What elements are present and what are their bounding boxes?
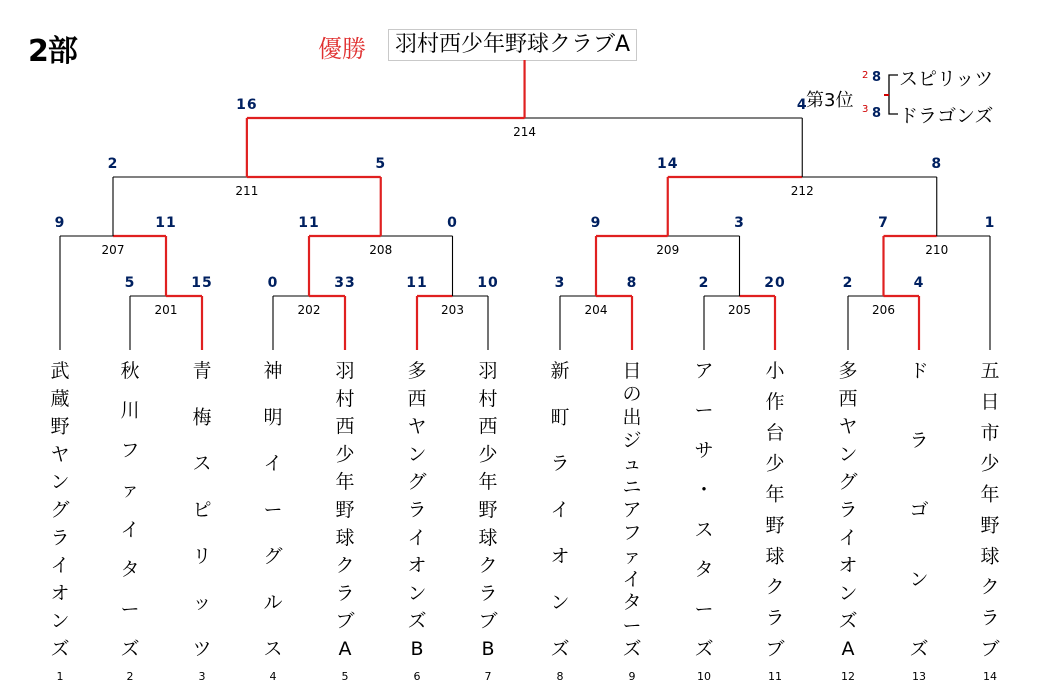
team-name-3: 青梅スピリッツ [192, 360, 212, 660]
team-seed-14: 14 [983, 670, 997, 683]
team-name-5: 羽村西少年野球クラブ A [335, 360, 355, 660]
score-207-left: 9 [54, 215, 66, 231]
team-name-7: 羽村西少年野球クラブ B [478, 360, 498, 660]
team-seed-8: 8 [556, 670, 564, 683]
score-208-left: 11 [298, 215, 320, 231]
score-214-left: 16 [236, 97, 258, 113]
match-id-207: 207 [101, 243, 125, 257]
score-211-left: 2 [107, 156, 119, 172]
score-212-right: 8 [931, 156, 943, 172]
match-id-206: 206 [872, 303, 895, 317]
match-id-205: 205 [728, 303, 751, 317]
score-203-left: 11 [406, 275, 428, 291]
team-name-12: 多西ヤングライオンズ A [838, 360, 858, 660]
team-name-13: ドラゴンズ [909, 360, 929, 660]
score-201-right: 15 [191, 275, 213, 291]
team-seed-7: 7 [484, 670, 492, 683]
score-202-right: 33 [334, 275, 356, 291]
team-seed-9: 9 [628, 670, 636, 683]
score-204-left: 3 [554, 275, 566, 291]
score-210-right: 1 [984, 215, 996, 231]
team-name-9: 日の出ジュニアファイターズ [622, 360, 642, 660]
match-id-209: 209 [656, 243, 680, 257]
team-name-1: 武蔵野ヤングライオンズ [50, 360, 70, 660]
team-seed-12: 12 [841, 670, 855, 683]
team-seed-5: 5 [341, 670, 349, 683]
team-seed-11: 11 [768, 670, 782, 683]
score-209-right: 3 [734, 215, 745, 231]
score-208-right: 0 [447, 215, 458, 231]
score-206-left: 2 [842, 275, 854, 291]
team-seed-13: 13 [912, 670, 926, 683]
team-seed-3: 3 [198, 670, 206, 683]
champion-team: 羽村西少年野球クラブA [388, 29, 637, 61]
score-202-left: 0 [267, 275, 279, 291]
score-205-left: 2 [698, 275, 710, 291]
third-place-bracket [884, 75, 898, 114]
score-212-left: 14 [657, 156, 679, 172]
team-seed-4: 4 [269, 670, 277, 683]
team-seed-1: 1 [56, 670, 64, 683]
match-id-214: 214 [513, 125, 537, 139]
score-205-right: 20 [764, 275, 786, 291]
third-place-label: 第3位 [806, 90, 854, 111]
team-name-4: 神明イーグルス [263, 360, 283, 660]
third-place-top-team: スピリッツ [899, 68, 994, 90]
score-214-right: 4 [796, 97, 808, 113]
score-207-right: 11 [155, 215, 177, 231]
match-id-210: 210 [925, 243, 949, 257]
score-206-right: 4 [913, 275, 925, 291]
score-209-left: 9 [590, 215, 602, 231]
score-211-right: 5 [375, 156, 387, 172]
match-id-212: 212 [790, 184, 814, 198]
team-name-6: 多西ヤングライオンズ B [407, 360, 427, 660]
third-place-top-score: 8 [872, 70, 882, 85]
team-name-2: 秋川ファイターズ [120, 360, 140, 660]
third-place-bottom-pk: 3 [862, 104, 869, 115]
match-id-203: 203 [441, 303, 464, 317]
team-name-14: 五日市少年野球クラブ [980, 360, 1000, 660]
score-204-right: 8 [626, 275, 638, 291]
match-id-204: 204 [584, 303, 608, 317]
match-id-211: 211 [235, 184, 259, 198]
team-seed-10: 10 [697, 670, 711, 683]
score-210-left: 7 [878, 215, 889, 231]
match-id-208: 208 [369, 243, 393, 257]
champion-label: 優勝 [318, 35, 366, 63]
team-seed-2: 2 [126, 670, 134, 683]
score-201-left: 5 [124, 275, 136, 291]
third-place-top-pk: 2 [862, 70, 869, 81]
division-title: 2部 [28, 34, 77, 69]
team-name-8: 新町ライオンズ [550, 360, 570, 660]
match-id-201: 201 [154, 303, 178, 317]
third-place-bottom-team: ドラゴンズ [899, 105, 994, 127]
team-name-10: アーサ・スターズ [694, 360, 714, 660]
score-203-right: 10 [477, 275, 499, 291]
team-seed-6: 6 [413, 670, 421, 683]
third-place-bottom-score: 8 [872, 106, 882, 121]
match-id-202: 202 [297, 303, 321, 317]
team-name-11: 小作台少年野球クラブ [765, 360, 785, 660]
